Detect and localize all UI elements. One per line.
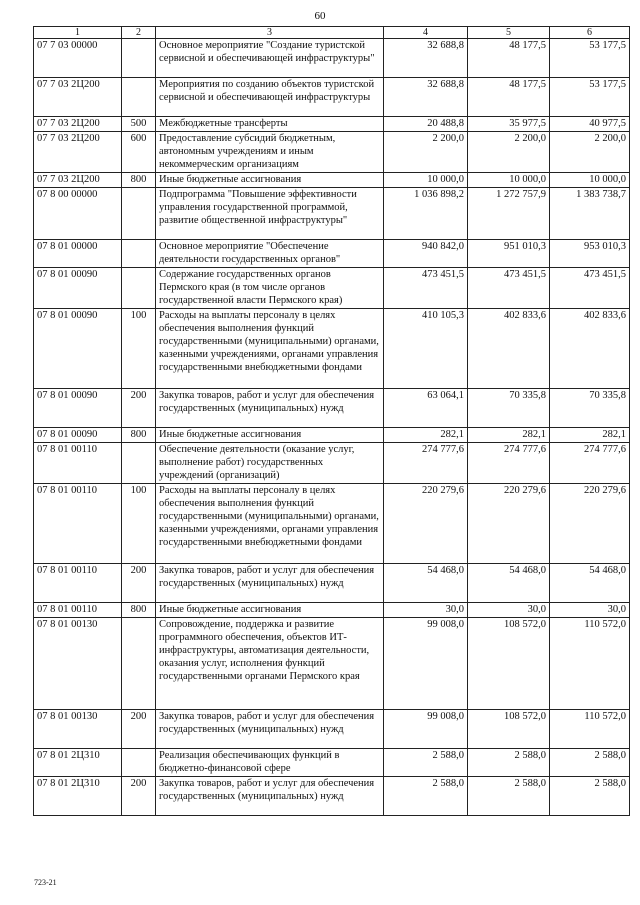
amount-year1-cell: 274 777,6 (384, 443, 468, 484)
amount-year1-cell: 2 200,0 (384, 132, 468, 173)
table-row (34, 188, 630, 240)
expense-type-cell: 800 (122, 173, 156, 188)
item-name-cell: Расходы на выплаты персоналу в целях обеспечения выполнения функций государственными (муниципальными) органами, казенными учреждениями, органами управления государственными внебюджетными фондами (156, 309, 384, 389)
table-row (34, 39, 630, 78)
expense-type-cell: 200 (122, 564, 156, 603)
expense-type-cell (122, 749, 156, 777)
table-row (34, 484, 630, 564)
expense-type-cell (122, 443, 156, 484)
budget-code-cell: 07 8 01 00090 (34, 428, 122, 443)
amount-year2-cell: 282,1 (468, 428, 550, 443)
amount-year1-cell: 30,0 (384, 603, 468, 618)
amount-year1-cell: 2 588,0 (384, 749, 468, 777)
amount-year1-cell: 99 008,0 (384, 618, 468, 710)
amount-year2-cell: 48 177,5 (468, 39, 550, 78)
expense-type-cell: 200 (122, 389, 156, 428)
amount-year1-cell: 473 451,5 (384, 268, 468, 309)
amount-year3-cell: 402 833,6 (550, 309, 630, 389)
amount-year2-cell: 108 572,0 (468, 710, 550, 749)
budget-code-cell: 07 8 01 00130 (34, 710, 122, 749)
budget-code-cell: 07 8 01 00110 (34, 484, 122, 564)
item-name-cell: Обеспечение деятельности (оказание услуг, выполнение работ) государственных учреждений (организаций) (156, 443, 384, 484)
item-name-cell: Иные бюджетные ассигнования (156, 428, 384, 443)
amount-year2-cell: 1 272 757,9 (468, 188, 550, 240)
budget-code-cell: 07 7 03 2Ц200 (34, 117, 122, 132)
amount-year3-cell: 2 588,0 (550, 749, 630, 777)
column-header-3: 3 (156, 27, 384, 39)
amount-year1-cell: 940 842,0 (384, 240, 468, 268)
expense-type-cell: 500 (122, 117, 156, 132)
table-row (34, 268, 630, 309)
amount-year1-cell: 20 488,8 (384, 117, 468, 132)
column-header-4: 4 (384, 27, 468, 39)
amount-year1-cell: 10 000,0 (384, 173, 468, 188)
amount-year3-cell: 2 200,0 (550, 132, 630, 173)
item-name-cell: Расходы на выплаты персоналу в целях обеспечения выполнения функций государственными (муниципальными) органами, казенными учреждениями, органами управления государственными внебюджетными фондами (156, 484, 384, 564)
amount-year2-cell: 220 279,6 (468, 484, 550, 564)
budget-code-cell: 07 7 03 00000 (34, 39, 122, 78)
amount-year3-cell: 110 572,0 (550, 618, 630, 710)
table-row (34, 117, 630, 132)
amount-year2-cell: 10 000,0 (468, 173, 550, 188)
amount-year2-cell: 108 572,0 (468, 618, 550, 710)
budget-code-cell: 07 8 00 00000 (34, 188, 122, 240)
expense-type-cell (122, 188, 156, 240)
item-name-cell: Основное мероприятие "Создание туристской сервисной и обеспечивающей инфраструктуры" (156, 39, 384, 78)
column-number-row (34, 27, 630, 39)
item-name-cell: Сопровождение, поддержка и развитие программного обеспечения, объектов ИТ-инфраструктуры, автоматизация деятельности, оказания услуг, исполнения функций государственными органами Пермского края (156, 618, 384, 710)
amount-year2-cell: 951 010,3 (468, 240, 550, 268)
column-header-2: 2 (122, 27, 156, 39)
budget-table-body (34, 39, 630, 816)
budget-code-cell: 07 8 01 00090 (34, 268, 122, 309)
amount-year1-cell: 63 064,1 (384, 389, 468, 428)
table-row (34, 78, 630, 117)
footer-code: 723-21 (34, 878, 57, 887)
budget-code-cell: 07 8 01 00130 (34, 618, 122, 710)
expense-type-cell (122, 78, 156, 117)
table-row (34, 749, 630, 777)
table-row (34, 240, 630, 268)
item-name-cell: Содержание государственных органов Пермского края (в том числе органов государственной власти Пермского края) (156, 268, 384, 309)
amount-year3-cell: 282,1 (550, 428, 630, 443)
amount-year3-cell: 70 335,8 (550, 389, 630, 428)
budget-code-cell: 07 8 01 00090 (34, 309, 122, 389)
amount-year3-cell: 953 010,3 (550, 240, 630, 268)
budget-code-cell: 07 7 03 2Ц200 (34, 132, 122, 173)
budget-code-cell: 07 8 01 2Ц310 (34, 749, 122, 777)
table-row (34, 710, 630, 749)
amount-year3-cell: 2 588,0 (550, 777, 630, 816)
item-name-cell: Закупка товаров, работ и услуг для обеспечения государственных (муниципальных) нужд (156, 710, 384, 749)
amount-year1-cell: 220 279,6 (384, 484, 468, 564)
column-header-1: 1 (34, 27, 122, 39)
table-row (34, 618, 630, 710)
expense-type-cell (122, 268, 156, 309)
amount-year1-cell: 32 688,8 (384, 39, 468, 78)
amount-year3-cell: 53 177,5 (550, 39, 630, 78)
table-row (34, 443, 630, 484)
table-row (34, 603, 630, 618)
table-row (34, 564, 630, 603)
item-name-cell: Иные бюджетные ассигнования (156, 173, 384, 188)
expense-type-cell (122, 618, 156, 710)
amount-year2-cell: 473 451,5 (468, 268, 550, 309)
amount-year1-cell: 99 008,0 (384, 710, 468, 749)
amount-year2-cell: 2 588,0 (468, 749, 550, 777)
amount-year3-cell: 1 383 738,7 (550, 188, 630, 240)
budget-code-cell: 07 8 01 00090 (34, 389, 122, 428)
table-row (34, 309, 630, 389)
amount-year1-cell: 1 036 898,2 (384, 188, 468, 240)
budget-code-cell: 07 8 01 00110 (34, 443, 122, 484)
amount-year3-cell: 53 177,5 (550, 78, 630, 117)
amount-year2-cell: 402 833,6 (468, 309, 550, 389)
amount-year2-cell: 35 977,5 (468, 117, 550, 132)
amount-year3-cell: 10 000,0 (550, 173, 630, 188)
expense-type-cell: 600 (122, 132, 156, 173)
amount-year3-cell: 220 279,6 (550, 484, 630, 564)
budget-code-cell: 07 8 01 00110 (34, 603, 122, 618)
expense-type-cell: 200 (122, 777, 156, 816)
budget-table (33, 26, 630, 816)
amount-year2-cell: 30,0 (468, 603, 550, 618)
item-name-cell: Закупка товаров, работ и услуг для обеспечения государственных (муниципальных) нужд (156, 389, 384, 428)
table-row (34, 132, 630, 173)
item-name-cell: Межбюджетные трансферты (156, 117, 384, 132)
column-header-5: 5 (468, 27, 550, 39)
item-name-cell: Реализация обеспечивающих функций в бюджетно-финансовой сфере (156, 749, 384, 777)
amount-year3-cell: 40 977,5 (550, 117, 630, 132)
expense-type-cell: 100 (122, 309, 156, 389)
column-header-6: 6 (550, 27, 630, 39)
expense-type-cell: 800 (122, 428, 156, 443)
item-name-cell: Предоставление субсидий бюджетным, автономным учреждениям и иным некоммерческим организациям (156, 132, 384, 173)
amount-year2-cell: 274 777,6 (468, 443, 550, 484)
item-name-cell: Мероприятия по созданию объектов туристской сервисной и обеспечивающей инфраструктуры (156, 78, 384, 117)
amount-year1-cell: 2 588,0 (384, 777, 468, 816)
amount-year2-cell: 48 177,5 (468, 78, 550, 117)
expense-type-cell (122, 39, 156, 78)
expense-type-cell (122, 240, 156, 268)
item-name-cell: Иные бюджетные ассигнования (156, 603, 384, 618)
item-name-cell: Подпрограмма "Повышение эффективности управления государственной программой, развитие общественной инфраструктуры" (156, 188, 384, 240)
amount-year3-cell: 54 468,0 (550, 564, 630, 603)
expense-type-cell: 800 (122, 603, 156, 618)
amount-year1-cell: 410 105,3 (384, 309, 468, 389)
amount-year2-cell: 2 588,0 (468, 777, 550, 816)
amount-year3-cell: 473 451,5 (550, 268, 630, 309)
budget-code-cell: 07 8 01 00000 (34, 240, 122, 268)
expense-type-cell: 200 (122, 710, 156, 749)
budget-code-cell: 07 7 03 2Ц200 (34, 78, 122, 117)
amount-year1-cell: 282,1 (384, 428, 468, 443)
amount-year3-cell: 30,0 (550, 603, 630, 618)
table-row (34, 777, 630, 816)
table-row (34, 173, 630, 188)
item-name-cell: Закупка товаров, работ и услуг для обеспечения государственных (муниципальных) нужд (156, 777, 384, 816)
item-name-cell: Основное мероприятие "Обеспечение деятельности государственных органов" (156, 240, 384, 268)
amount-year2-cell: 54 468,0 (468, 564, 550, 603)
amount-year2-cell: 70 335,8 (468, 389, 550, 428)
amount-year1-cell: 32 688,8 (384, 78, 468, 117)
table-row (34, 428, 630, 443)
amount-year3-cell: 274 777,6 (550, 443, 630, 484)
amount-year3-cell: 110 572,0 (550, 710, 630, 749)
item-name-cell: Закупка товаров, работ и услуг для обеспечения государственных (муниципальных) нужд (156, 564, 384, 603)
budget-code-cell: 07 8 01 2Ц310 (34, 777, 122, 816)
amount-year2-cell: 2 200,0 (468, 132, 550, 173)
budget-code-cell: 07 8 01 00110 (34, 564, 122, 603)
amount-year1-cell: 54 468,0 (384, 564, 468, 603)
expense-type-cell: 100 (122, 484, 156, 564)
page-number: 60 (314, 10, 326, 22)
table-row (34, 389, 630, 428)
budget-code-cell: 07 7 03 2Ц200 (34, 173, 122, 188)
